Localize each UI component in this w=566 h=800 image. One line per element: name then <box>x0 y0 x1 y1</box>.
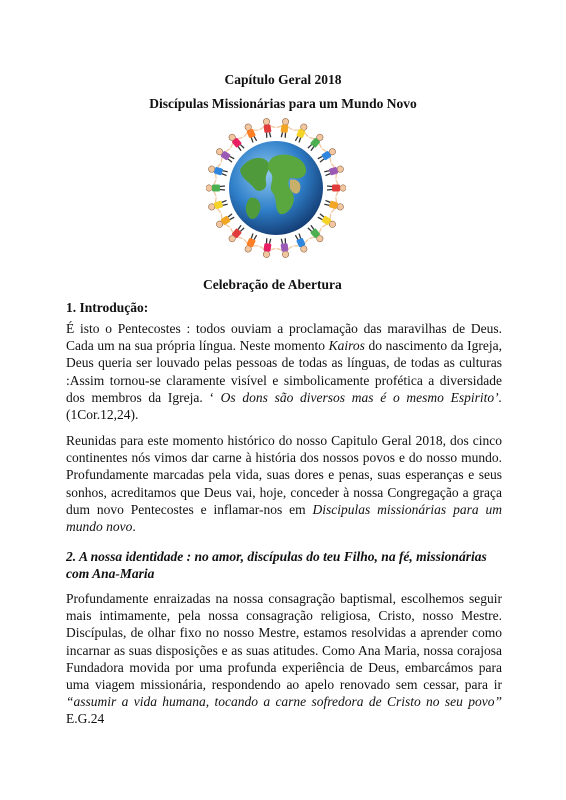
document-title: Capítulo Geral 2018 <box>224 72 342 87</box>
child-figure <box>275 118 294 139</box>
child-figure <box>206 195 229 216</box>
child-figure <box>240 121 263 145</box>
child-figure <box>213 209 238 233</box>
italic-text: Os dons são diversos mas é o mesmo Espirito’. <box>220 389 502 405</box>
paragraph <box>66 432 502 535</box>
paragraph <box>66 320 502 423</box>
paragraph <box>66 590 502 728</box>
text-run: Profundamente enraizadas na nossa consagração baptismal, escolhemos seguir mais intimamente, pela nossa consagração religiosa, Cristo, nosso Mestre. Discípulas, de olhar fixo no nosso Mestre, estamos resolvidas a aprender como incarnar as suas disposições e as suas atitudes. Como Ana Maria, nossa corajosa Fundadora movida por uma profunda experiência de Deus, embarcámos para uma viagem missionária, respondendo ao apelo renovado sem cessar, para ir <box>66 591 502 693</box>
child-figure <box>258 118 277 139</box>
italic-text: Kairos <box>328 338 365 354</box>
section-heading-introduction: 1. Introdução: <box>66 300 149 315</box>
child-figure <box>290 231 313 255</box>
child-figure <box>213 143 238 167</box>
child-figure <box>275 237 294 258</box>
child-figure <box>240 231 263 255</box>
italic-text: “assumir a vida humana, tocando a carne sofredora de Cristo no seu povo” <box>66 694 502 710</box>
text-run: . <box>132 519 136 535</box>
text-run: E.G.24 <box>66 711 105 727</box>
text-run: (1Cor.12,24). <box>66 407 139 423</box>
italic-text: Discipulas missionárias para um mundo novo <box>66 501 502 535</box>
celebration-title: Celebração de Abertura <box>203 277 342 292</box>
child-figure <box>206 161 229 182</box>
child-figure <box>315 143 340 167</box>
child-figure <box>290 121 313 145</box>
globe-children-image <box>206 118 346 258</box>
child-figure <box>323 161 346 182</box>
child-figure <box>323 195 346 216</box>
child-figure <box>327 180 346 196</box>
child-figure <box>315 209 340 233</box>
child-figure <box>258 237 277 258</box>
child-figure <box>206 180 225 196</box>
document-subtitle: Discípulas Missionárias para um Mundo Novo <box>149 96 417 111</box>
text-run: É isto o Pentecostes : todos ouviam a proclamação das maravilhas de Deus. Cada um na sua própria língua. Neste momento <box>66 321 502 354</box>
text-run: do nascimento da Igreja, Deus queria ser louvado pelas pessoas de todas as línguas, de todas as culturas :Assim tornou-se claramente visível e simbolicamente profética a diversidade dos membros da Igreja. ‘ <box>66 338 502 405</box>
text-run: Reunidas para este momento histórico do nosso Capitulo Geral 2018, dos cinco continentes nós vimos dar carne à história dos nossos povos e do nosso mundo. Profundamente marcadas pela vida, suas dores e penas, suas esperanças e seus sonhos, acreditamos que Deus vai, hoje, conceder à nossa Congregação a graça dum novo Pentecostes e inflamar-nos em <box>66 433 502 517</box>
section-heading-identity: 2. A nossa identidade : no amor, discípulas do teu Filho, na fé, missionárias com Ana-Maria <box>66 549 487 581</box>
globe-icon <box>206 118 346 258</box>
